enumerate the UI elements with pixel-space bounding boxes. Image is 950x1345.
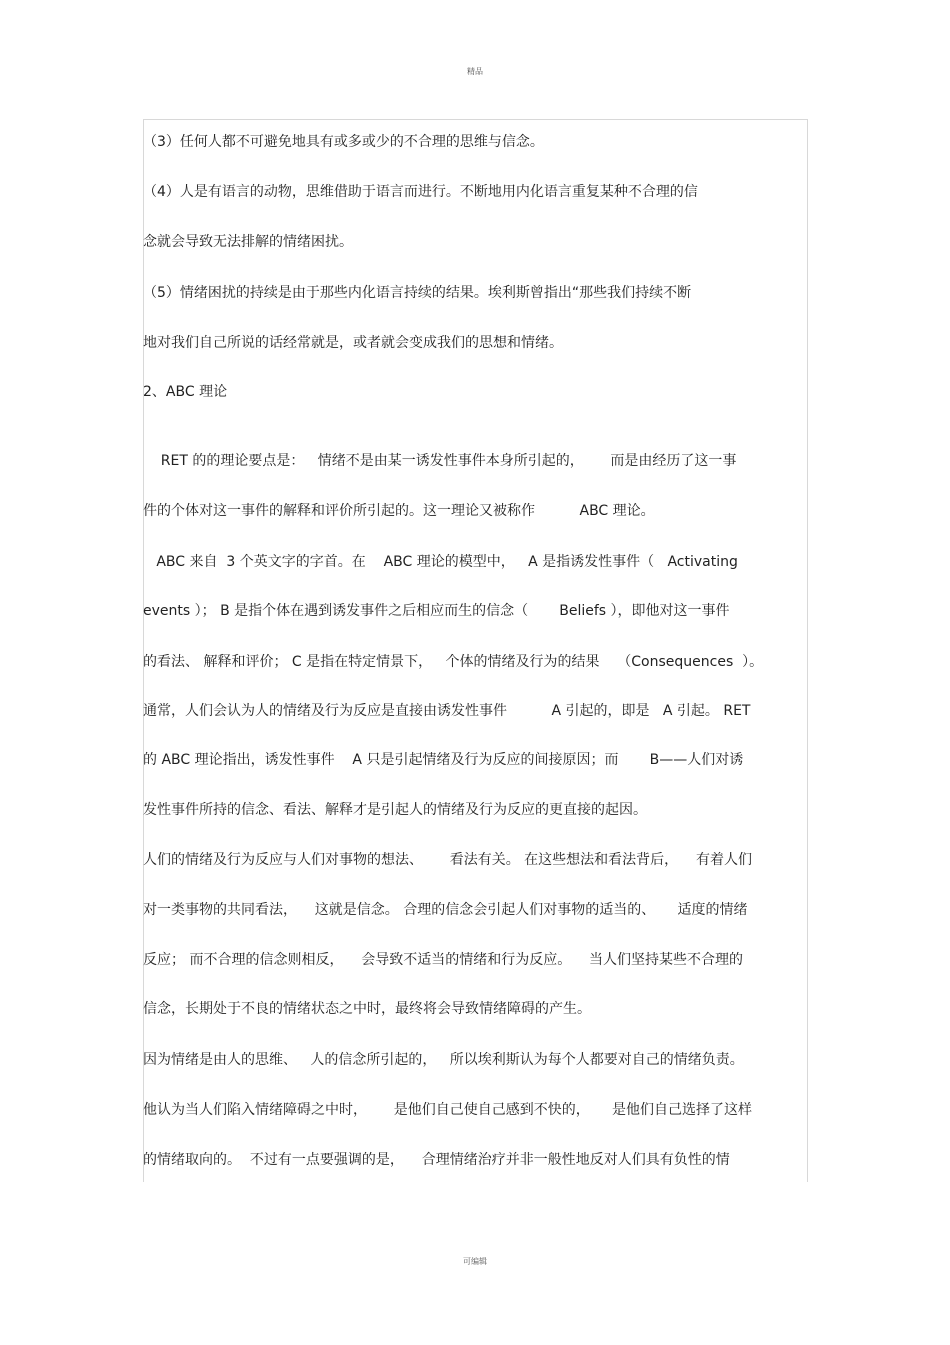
text-line: 他认为当人们陷入情绪障碍之中时， 是他们自己使自己感到不快的， 是他们自己选择了这样 bbox=[143, 1102, 752, 1118]
text-line: 的情绪取向的。 不过有一点要强调的是， 合理情绪治疗并非一般性地反对人们具有负性的情 bbox=[143, 1152, 730, 1168]
text-line: （3）任何人都不可避免地具有或多或少的不合理的思维与信念。 bbox=[143, 134, 544, 150]
section-heading: 2、ABC 理论 bbox=[143, 384, 228, 400]
page-footer: 可编辑 bbox=[463, 1257, 487, 1266]
text-line: 对一类事物的共同看法， 这就是信念。 合理的信念会引起人们对事物的适当的、 适度的情绪 bbox=[143, 902, 748, 918]
text-line: ABC 来自 3 个英文字的字首。在 ABC 理论的模型中， A 是指诱发性事件（ Activating bbox=[143, 554, 738, 570]
text-line: 的 ABC 理论指出，诱发性事件 A 只是引起情绪及行为反应的间接原因；而 B——人们对诱 bbox=[143, 752, 744, 768]
text-line: （5）情绪困扰的持续是由于那些内化语言持续的结果。埃利斯曾指出“那些我们持续不断 bbox=[143, 285, 692, 301]
text-line: events ）； B 是指个体在遇到诱发事件之后相应而生的信念（ Beliefs ），即他对这一事件 bbox=[143, 603, 730, 619]
text-line: 发性事件所持的信念、看法、解释才是引起人的情绪及行为反应的更直接的起因。 bbox=[143, 802, 647, 818]
text-line: RET 的的理论要点是： 情绪不是由某一诱发性事件本身所引起的， 而是由经历了这一事 bbox=[143, 453, 737, 469]
text-line: 反应； 而不合理的信念则相反， 会导致不适当的情绪和行为反应。 当人们坚持某些不合理的 bbox=[143, 952, 744, 968]
text-line: 件的个体对这一事件的解释和评价所引起的。这一理论又被称作 ABC 理论。 bbox=[143, 503, 655, 519]
text-line: （4）人是有语言的动物，思维借助于语言而进行。不断地用内化语言重复某种不合理的信 bbox=[143, 184, 698, 200]
text-line: 因为情绪是由人的思维、 人的信念所引起的， 所以埃利斯认为每个人都要对自己的情绪负责。 bbox=[143, 1052, 744, 1068]
text-line: 的看法、 解释和评价； C 是指在特定情景下， 个体的情绪及行为的结果 （Consequences ）。 bbox=[143, 654, 764, 670]
text-frame bbox=[143, 119, 808, 1182]
text-line: 信念，长期处于不良的情绪状态之中时，最终将会导致情绪障碍的产生。 bbox=[143, 1001, 591, 1017]
page-header: 精品 bbox=[467, 67, 483, 76]
text-line: 人们的情绪及行为反应与人们对事物的想法、 看法有关。 在这些想法和看法背后， 有着人们 bbox=[143, 852, 752, 868]
text-line: 地对我们自己所说的话经常就是，或者就会变成我们的思想和情绪。 bbox=[143, 335, 563, 351]
text-line: 念就会导致无法排解的情绪困扰。 bbox=[143, 234, 353, 250]
text-line: 通常，人们会认为人的情绪及行为反应是直接由诱发性事件 A 引起的，即是 A 引起。 RET bbox=[143, 703, 751, 719]
